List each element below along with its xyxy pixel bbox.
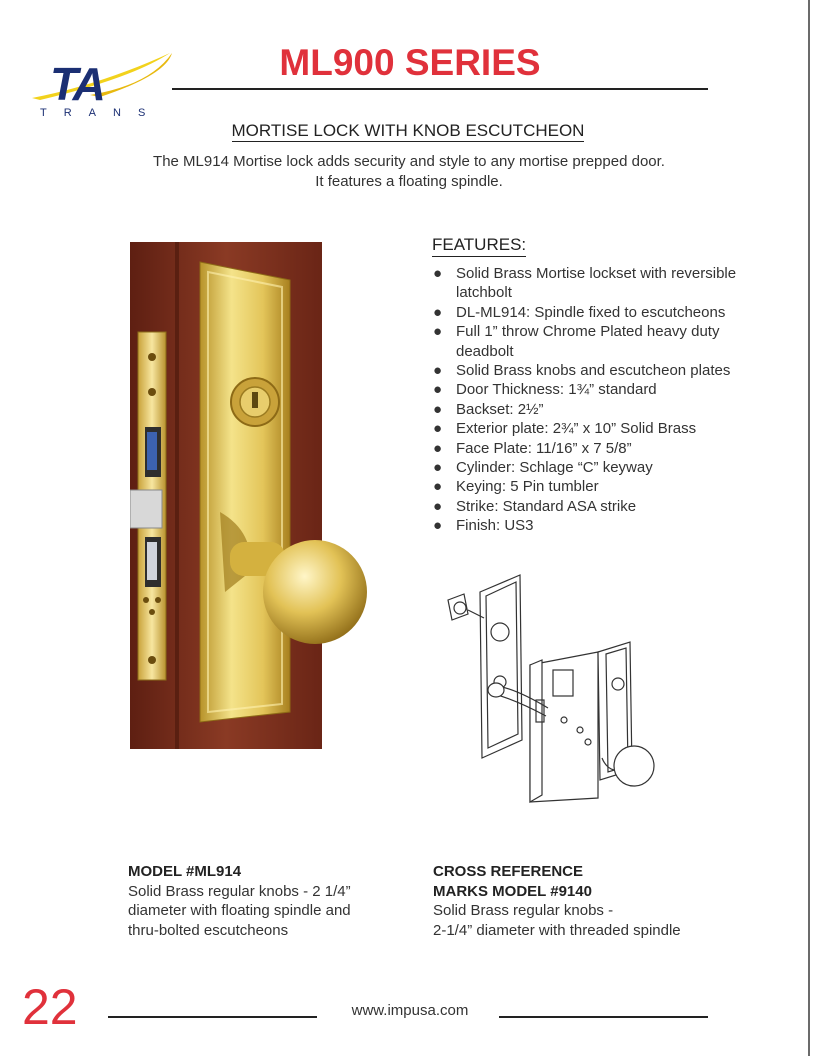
cross-reference-title: CROSS REFERENCE [433,863,584,880]
bullet-icon: ● [433,459,443,477]
cross-reference-block [433,862,733,940]
bullet-icon: ● [433,323,443,341]
bullet-icon: ● [433,265,443,282]
bullet-icon: ● [433,420,443,438]
feature-item: ● Finish: US3 [433,517,534,535]
bullet-icon: ● [433,497,443,515]
intro-line-2: It features a floating spindle. [315,173,503,190]
feature-item: ● Solid Brass Mortise lockset with reversible latchbolt [433,265,737,302]
bullet-icon: ● [433,362,443,380]
logo-subtext: TRANS [40,107,163,119]
feature-item: ● Exterior plate: 2¾” x 10” Solid Brass [433,420,697,438]
model-desc-line: diameter with floating spindle and [128,902,351,919]
feature-item: ● Door Thickness: 1¾” standard [433,381,657,399]
model-ml914-block [128,862,398,940]
feature-item: ● Solid Brass knobs and escutcheon plates [433,362,731,380]
model-desc-line: Solid Brass regular knobs - 2 1/4” [128,882,351,900]
feature-item: ● Face Plate: 11/16” x 7 5/8” [433,439,632,457]
exploded-lock-diagram [438,570,660,808]
ta-trans-logo-icon [30,45,180,125]
bullet-icon: ● [433,439,443,457]
bullet-icon: ● [433,517,443,535]
feature-item: ● Keying: 5 Pin tumbler [433,478,599,496]
model-desc-line: Solid Brass regular knobs - [433,902,614,919]
feature-item: ● Full 1” throw Chrome Plated heavy duty deadbolt [433,323,720,360]
mortise-lock-photo [130,242,375,749]
product-subtitle-text: MORTISE LOCK WITH KNOB ESCUTCHEON [231,121,585,140]
features-list [432,264,772,536]
footer-website-link[interactable]: www.impusa.com [351,1002,469,1019]
page-number: 22 [22,979,78,1035]
feature-item: ● DL-ML914: Spindle fixed to escutcheons [433,303,726,321]
model-desc-line: 2-1/4” diameter with threaded spindle [433,921,681,939]
logo-letters: TA [50,58,104,110]
features-heading: FEATURES: [432,235,526,257]
model-title: MODEL #ML914 [128,863,242,880]
feature-item: ● Backset: 2½” [433,400,544,418]
title-divider [172,88,708,90]
intro-line-1: The ML914 Mortise lock adds security and style to any mortise prepped door. [153,153,665,170]
product-subtitle [0,121,816,141]
footer-divider-right [499,1016,708,1018]
series-title: ML900 SERIES [279,42,541,83]
page-right-border [808,0,810,1056]
feature-item: ● Cylinder: Schlage “C” keyway [433,459,653,477]
bullet-icon: ● [433,303,443,321]
bullet-icon: ● [433,478,443,496]
model-desc-line: thru-bolted escutcheons [128,921,289,939]
feature-item: ● Strike: Standard ASA strike [433,497,637,515]
intro-paragraph [100,152,718,192]
bullet-icon: ● [433,381,443,399]
bullet-icon: ● [433,400,443,418]
cross-reference-model: MARKS MODEL #9140 [433,882,592,900]
footer-divider-left [108,1016,317,1018]
